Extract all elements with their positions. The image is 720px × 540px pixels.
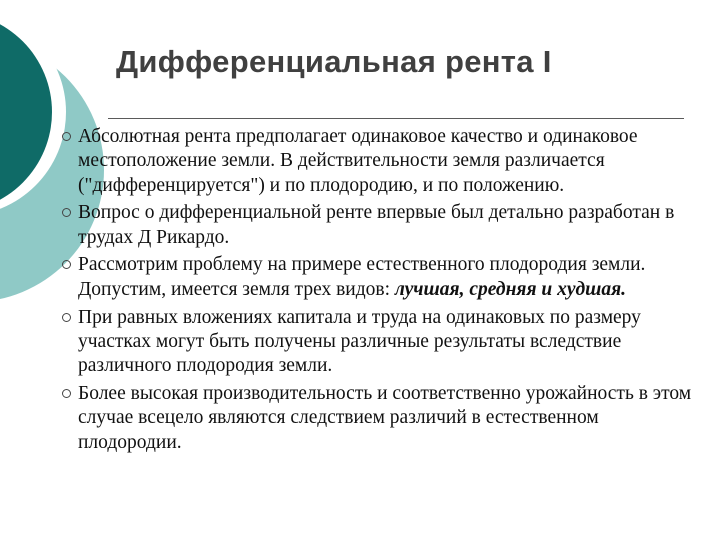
bullet-paragraph-3: [62, 253, 702, 302]
bullet-paragraph-5: [62, 382, 702, 455]
paragraph-text: При равных вложениях капитала и труда на одинаковых по размеру участках могут быть получены различные результаты вследствие различного плодородия земли.: [78, 306, 641, 377]
bullet-circle-icon: [62, 260, 71, 269]
bullet-paragraph-1: [62, 125, 702, 198]
bullet-paragraph-2: [62, 201, 702, 250]
bullet-paragraph-4: [62, 306, 702, 379]
title-divider: [108, 118, 684, 119]
bullet-circle-icon: [62, 132, 71, 141]
slide-title: Дифференциальная рента I: [116, 44, 552, 79]
paragraph-text: Рассмотрим проблему на примере естественного плодородия земли. Допустим, имеется земля трех видов:: [78, 254, 646, 300]
emphasized-text: лучшая, средняя и худшая.: [394, 278, 627, 300]
paragraph-text: Абсолютная рента предполагает одинаковое качество и одинаковое местоположение земли. В действительности земля различается ("дифференцируется") и по плодородию, и по положению.: [78, 126, 638, 196]
paragraph-text: Более высокая производительность и соответственно урожайность в этом случае всецело являются следствием различий в естественном плодородии.: [78, 382, 692, 453]
bullet-circle-icon: [62, 313, 71, 322]
bullet-circle-icon: [62, 389, 71, 398]
paragraph-text: Вопрос о дифференциальной ренте впервые был детально разработан в трудах Д Рикардо.: [78, 202, 675, 248]
slide-body: [62, 125, 702, 458]
bullet-circle-icon: [62, 208, 71, 217]
